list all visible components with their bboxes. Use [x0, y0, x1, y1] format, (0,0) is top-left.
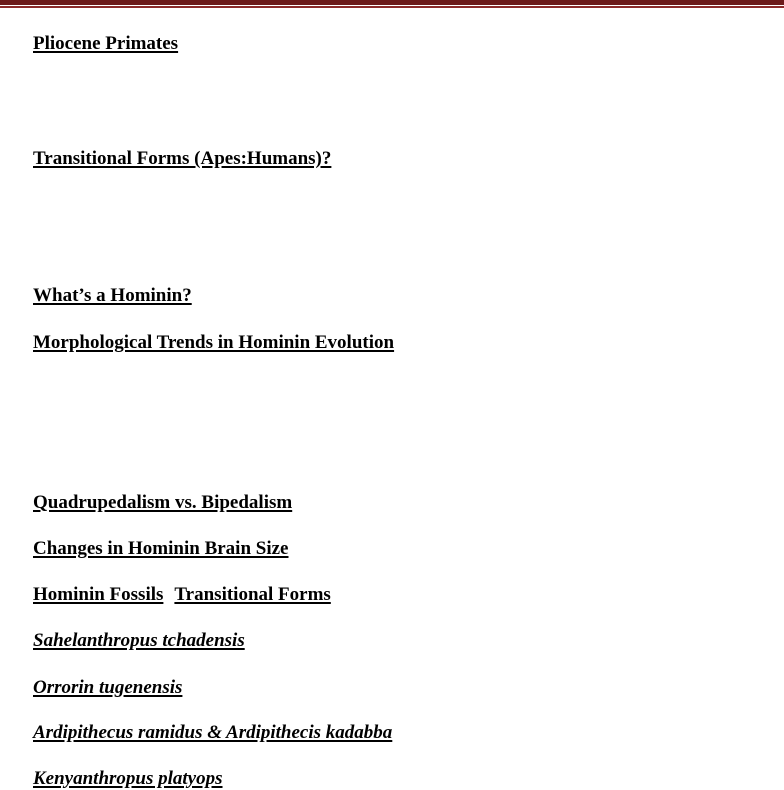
header-rule-thick: [0, 0, 784, 5]
heading-quadrupedalism-bipedalism: Quadrupedalism vs. Bipedalism: [33, 492, 293, 513]
heading-kenyanthropus: Kenyanthropus platyops: [33, 768, 223, 789]
heading-hominin-fossils-row: [33, 584, 331, 606]
heading-whats-a-hominin: What’s a Hominin?: [33, 285, 192, 306]
header-rule-thin: [0, 6, 784, 8]
heading-hominin-fossils: Hominin Fossils: [33, 584, 164, 605]
heading-pliocene-primates: Pliocene Primates: [33, 33, 179, 54]
heading-brain-size: Changes in Hominin Brain Size: [33, 538, 289, 559]
heading-transitional-forms: Transitional Forms (Apes:Humans)?: [33, 148, 332, 169]
header-rule: [0, 0, 784, 9]
heading-orrorin: Orrorin tugenensis: [33, 677, 183, 698]
heading-sahelanthropus: Sahelanthropus tchadensis: [33, 630, 245, 651]
heading-fossils-transitional-forms: Transitional Forms: [174, 584, 331, 605]
heading-morphological-trends: Morphological Trends in Hominin Evolution: [33, 332, 395, 353]
heading-ardipithecus: Ardipithecus ramidus & Ardipithecis kadabba: [33, 722, 393, 743]
